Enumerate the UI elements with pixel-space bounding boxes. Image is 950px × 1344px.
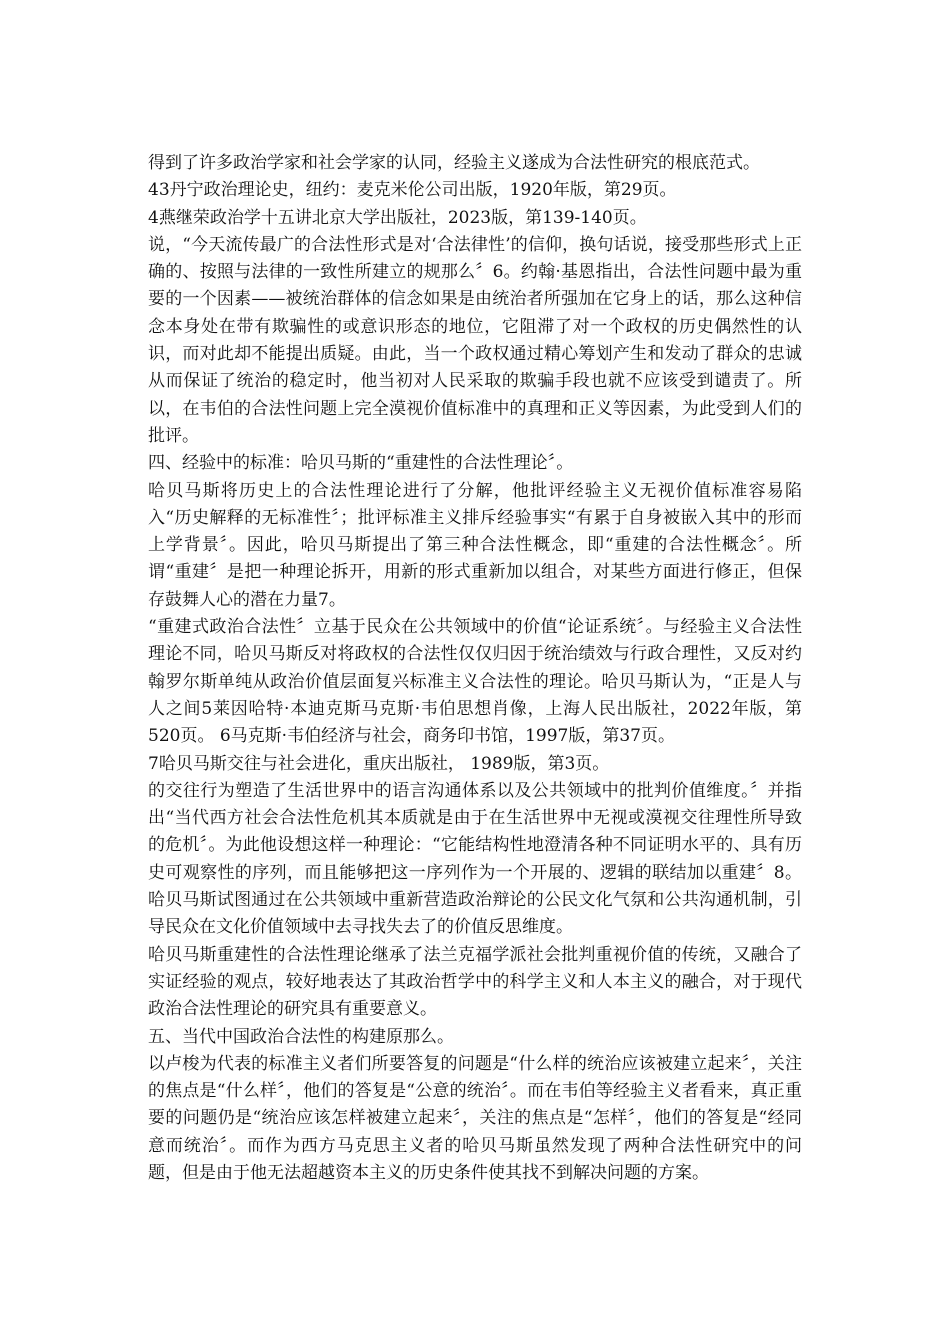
paragraph-habermas-reconstruction: 哈贝马斯将历史上的合法性理论进行了分解，他批评经验主义无视价值标准容易陷入“历史解释的无标准性〞；批评标准主义排斥经验事实“有累于自身被嵌入其中的形而上学背景〞。因此，哈贝马斯提出了第三种合法性概念，即“重建的合法性概念〞。所谓“重建〞是把一种理论拆开，用新的形式重新加以组合，对某些方面进行修正，但保存鼓舞人心的潜在力量7。 (148, 480, 802, 610)
paragraph-empiricism-paradigm: 得到了许多政治学家和社会学家的认同，经验主义遂成为合法性研究的根底范式。 (148, 153, 760, 173)
paragraph-weber-legality: 说，“今天流传最广的合法性形式是对‘合法律性’的信仰，换句话说，接受那些形式上正确的、按照与法律的一致性所建立的规那么〞6。约翰·基恩指出，合法性问题中最为重要的一个因素——被统治群体的信念如果是由统治者所强加在它身上的话，那么这种信念本身处在带有欺骗性的或意识形态的地位，它阻滞了对一个政权的历史偶然性的认识，而对此却不能提出质疑。由此，当一个政权通过精心筹划产生和发动了群众的忠诚从而保证了统治的稳定时，他当初对人民采取的欺骗手段也就不应该受到谴责了。所以，在韦伯的合法性问题上完全漠视价值标准中的真理和正义等因素，为此受到人们的批评。 (148, 234, 802, 446)
section-heading-5: 五、当代中国政治合法性的构建原那么。 (148, 1026, 454, 1047)
document-page (148, 150, 802, 1187)
section-heading-4: 四、经验中的标准：哈贝马斯的“重建性的合法性理论〞。 (148, 453, 574, 474)
paragraph-communicative-action: 的交往行为塑造了生活世界中的语言沟通体系以及公共领域中的批判价值维度。〞并指出“当代西方社会合法性危机其本质就是由于在生活世界中无视或漠视交往理性所导致的危机〞。为此他设想这样一种理论：“它能结构性地澄清各种不同证明水平的、具有历史可观察性的序列，而且能够把这一序列作为一个开展的、逻辑的联结加以重建〞8。哈贝马斯试图通过在公共领域中重新营造政治辩论的公民文化气氛和公共沟通机制，引导民众在文化价值领域中去寻找失去了的价值反思维度。 (148, 780, 802, 938)
paragraph-rousseau-weber-habermas: 以卢梭为代表的标准主义者们所要答复的问题是“什么样的统治应该被建立起来〞，关注的焦点是“什么样〞，他们的答复是“公意的统治〞。而在韦伯等经验主义者看来，真正重要的问题仍是“统治应该怎样被建立起来〞，关注的焦点是“怎样〞，他们的答复是“经同意而统治〞。而作为西方马克思主义者的哈贝马斯虽然发现了两种合法性研究中的问题，但是由于他无法超越资本主义的历史条件使其找不到解决问题的方案。 (148, 1053, 802, 1183)
footnote-43-dunning: 43丹宁政治理论史，纽约：麦克米伦公司出版，1920年版，第29页。 (148, 180, 677, 201)
footnote-4-yan-jirong: 4燕继荣政治学十五讲北京大学出版社，2023版，第139-140页。 (148, 207, 647, 228)
paragraph-reconstructive-legitimacy: “重建式政治合法性〞立基于民众在公共领域中的价值“论证系统〞。与经验主义合法性理论不同，哈贝马斯反对将政权的合法性仅仅归因于统治绩效与行政合理性，又反对约翰罗尔斯单纯从政治价值层面复兴标准主义合法性的理论。哈贝马斯认为，“正是人与人之间5莱因哈特·本迪克斯马克斯·韦伯思想肖像，上海人民出版社，2022年版，第520页。 6马克斯·韦伯经济与社会，商务印书馆，1997版，第37页。 (148, 617, 802, 747)
paragraph-frankfurt-school: 哈贝马斯重建性的合法性理论继承了法兰克福学派社会批判重视价值的传统，又融合了实证经验的观点，较好地表达了其政治哲学中的科学主义和人本主义的融合，对于现代政治合法性理论的研究具有重要意义。 (148, 944, 802, 1020)
footnote-7-habermas: 7哈贝马斯交往与社会进化，重庆出版社， 1989版，第3页。 (148, 753, 610, 774)
